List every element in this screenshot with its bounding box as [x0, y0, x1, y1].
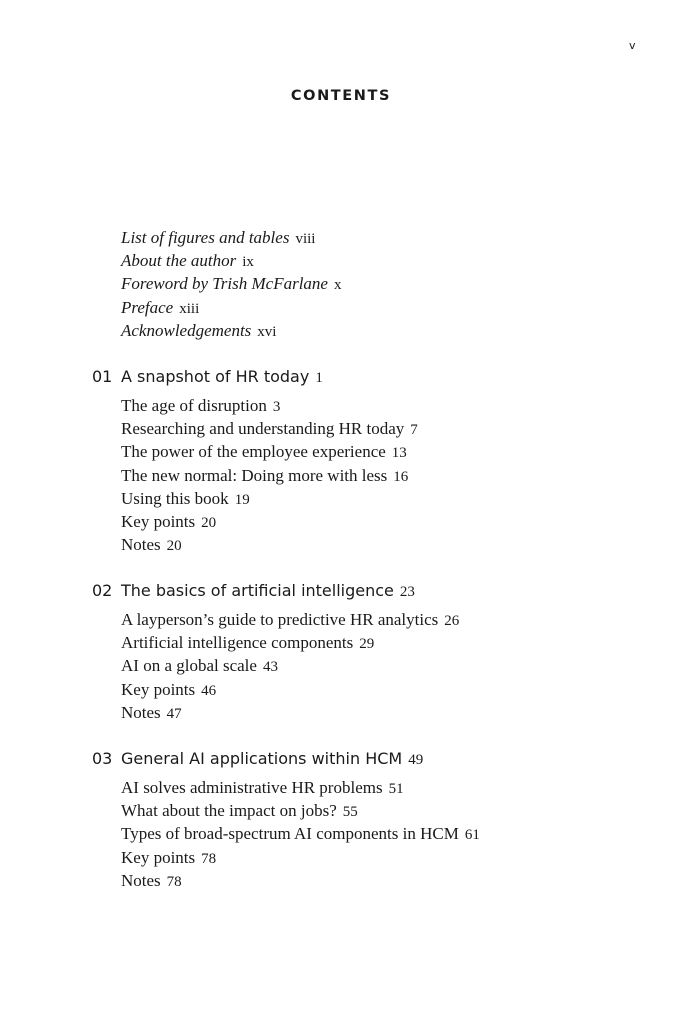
entry-title: Acknowledgements [121, 320, 252, 340]
entry-page: 78 [166, 873, 182, 890]
entry-page: viii [295, 231, 316, 247]
toc-entry [121, 822, 480, 845]
entry-title: Notes [121, 702, 161, 722]
entry-page: 3 [272, 399, 281, 415]
toc-entry [121, 701, 459, 724]
entry-title: About the author [121, 251, 237, 271]
entry-title: AI on a global scale [121, 656, 257, 676]
chapter-number: 03 [92, 749, 113, 768]
entry-page: 55 [342, 804, 358, 821]
entry-page: 20 [201, 514, 217, 531]
chapter-page: 23 [399, 584, 415, 600]
chapter-heading [92, 364, 418, 390]
entry-page: 46 [201, 682, 217, 699]
entry-page: xvi [257, 323, 277, 340]
entry-title: Preface [121, 297, 174, 317]
chapter-01 [92, 364, 418, 556]
entry-title: Key points [121, 847, 196, 867]
chapter-entries [121, 394, 418, 556]
entry-title: Key points [121, 679, 196, 699]
entry-page: 61 [464, 827, 480, 844]
toc-entry [121, 869, 480, 892]
entry-page: 26 [444, 613, 460, 629]
toc-entry [121, 249, 341, 272]
chapter-entries [121, 608, 459, 724]
entry-page: 51 [388, 781, 404, 797]
toc-entry [121, 394, 418, 417]
entry-title: Using this book [121, 488, 229, 508]
entry-page: ix [242, 254, 254, 271]
toc-entry [121, 776, 480, 799]
entry-page: 19 [234, 491, 250, 508]
page-number: v [629, 39, 636, 52]
entry-title: List of figures and tables [121, 228, 290, 247]
entry-page: 13 [391, 445, 407, 462]
page-title: CONTENTS [290, 88, 392, 104]
toc-entry [121, 846, 480, 869]
entry-page: xiii [179, 300, 200, 317]
entry-title: Artificial intelligence components [121, 633, 354, 653]
chapter-title: General AI applications within HCM [121, 749, 403, 768]
entry-title: Foreword by Trish McFarlane [121, 274, 328, 294]
toc-entry [121, 272, 341, 295]
entry-page: 43 [262, 659, 278, 676]
entry-title: Notes [121, 870, 161, 890]
entry-page: 29 [359, 636, 375, 653]
chapter-number: 01 [92, 367, 113, 386]
chapter-02 [92, 578, 459, 724]
toc-entry [121, 678, 459, 701]
entry-title: A layperson’s guide to predictive HR analytics [121, 610, 439, 629]
entry-page: 47 [166, 705, 182, 722]
toc-entry [121, 417, 418, 440]
toc-entry [121, 464, 418, 487]
entry-title: The age of disruption [121, 396, 267, 415]
chapter-page: 49 [408, 752, 424, 768]
entry-title: Key points [121, 511, 196, 531]
entry-page: 78 [201, 850, 217, 867]
entry-page: x [333, 277, 342, 294]
chapter-heading [92, 746, 480, 772]
toc-entry [121, 319, 341, 342]
toc-entry [121, 799, 480, 822]
entry-title: Types of broad-spectrum AI components in HCM [121, 824, 459, 844]
entry-page: 20 [166, 538, 182, 555]
front-matter-list [121, 226, 341, 342]
entry-page: 7 [410, 422, 418, 439]
chapter-title: A snapshot of HR today [121, 367, 310, 386]
toc-entry [121, 296, 341, 319]
chapter-entries [121, 776, 480, 892]
chapter-heading [92, 578, 459, 604]
toc-entry [121, 226, 341, 249]
entry-title: The power of the employee experience [121, 442, 386, 462]
chapter-title: The basics of artificial intelligence [121, 581, 394, 600]
toc-entry [121, 631, 459, 654]
entry-title: Notes [121, 535, 161, 555]
toc-entry [121, 440, 418, 463]
entry-title: AI solves administrative HR problems [121, 778, 383, 797]
toc-entry [121, 533, 418, 556]
entry-title: The new normal: Doing more with less [121, 465, 388, 485]
toc-entry [121, 654, 459, 677]
toc-entry [121, 487, 418, 510]
entry-page: 16 [393, 468, 409, 485]
chapter-03 [92, 746, 480, 892]
toc-entry [121, 608, 459, 631]
entry-title: Researching and understanding HR today [121, 419, 405, 439]
entry-title: What about the impact on jobs? [121, 801, 337, 821]
chapter-page: 1 [315, 370, 323, 386]
toc-entry [121, 510, 418, 533]
chapter-number: 02 [92, 581, 113, 600]
